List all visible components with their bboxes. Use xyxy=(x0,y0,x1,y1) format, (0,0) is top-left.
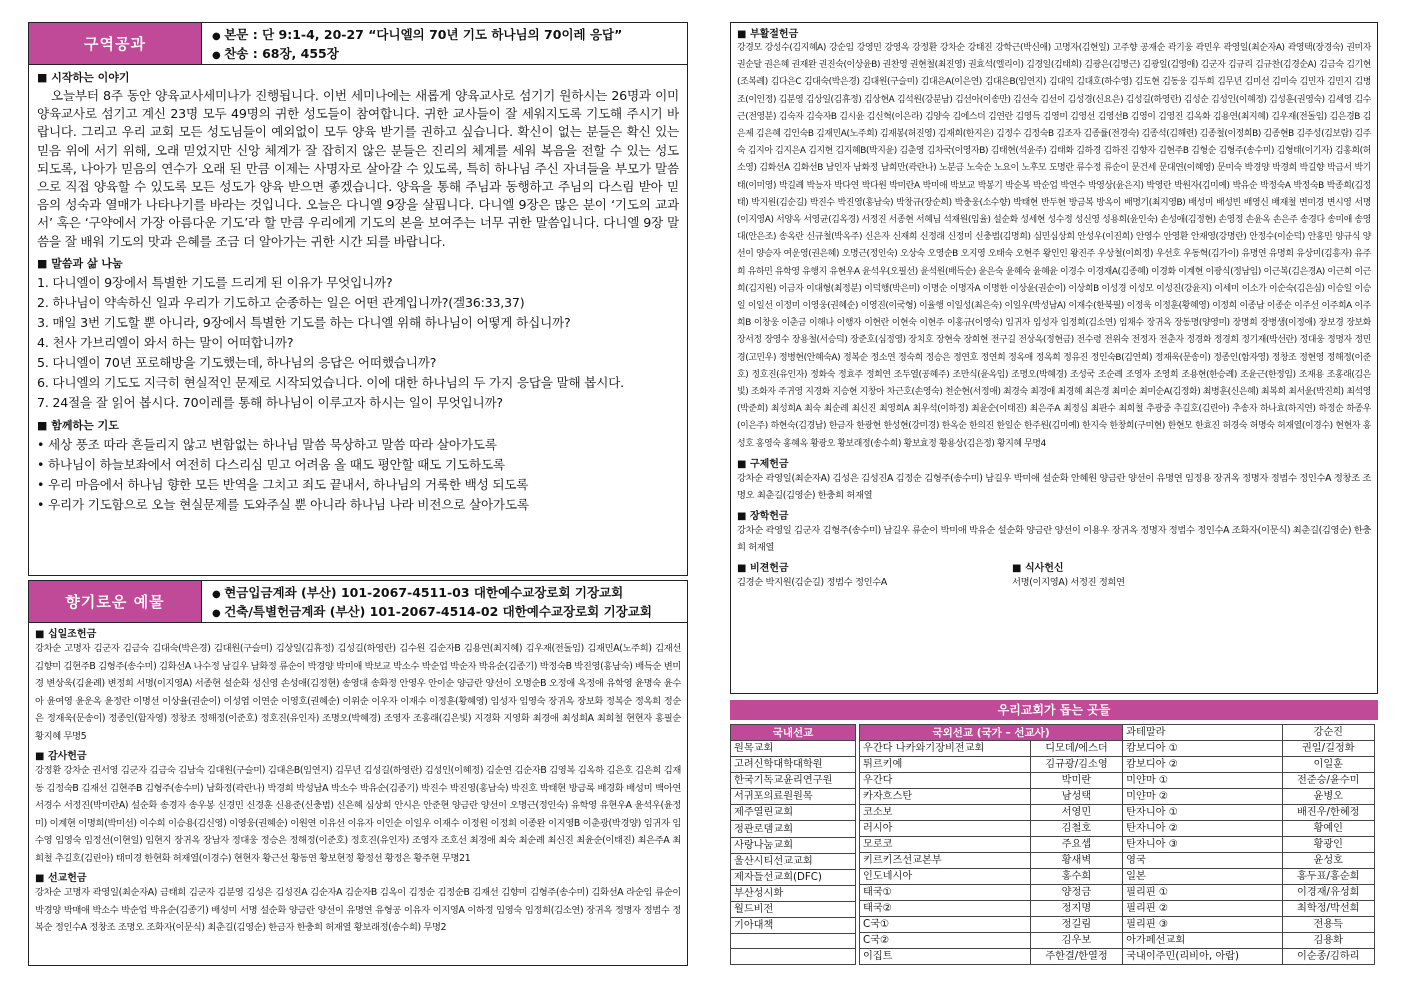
foreign-country-2: 탄자니아 ② xyxy=(1123,821,1282,837)
foreign-missionary: 남성택 xyxy=(1030,789,1122,805)
domestic-row xyxy=(731,805,856,821)
meal-heading: ■ 식사헌신 xyxy=(1012,559,1131,574)
domestic-row xyxy=(731,741,856,757)
foreign-country: 이집트 xyxy=(860,949,1031,965)
domestic-row xyxy=(731,773,856,789)
foreign-row xyxy=(860,917,1375,933)
prayer-item: • 하나님이 하늘보좌에서 여전히 다스리심 믿고 어려움 올 때도 평안할 때도 기도하도록 xyxy=(29,455,687,475)
domestic-row xyxy=(731,869,856,885)
domestic-row xyxy=(731,901,856,917)
domestic-empty xyxy=(731,949,856,965)
foreign-country: 키르키즈선교본부 xyxy=(860,853,1031,869)
foreign-country: 모로코 xyxy=(860,837,1031,853)
offering-title: 향기로운 예물 xyxy=(29,581,201,622)
support-section xyxy=(730,700,1378,965)
domestic-header: 국내선교 xyxy=(731,725,856,741)
foreign-row xyxy=(860,949,1375,965)
tithe-heading: ■ 십일조헌금 xyxy=(35,625,687,640)
foreign-row xyxy=(860,741,1375,757)
foreign-country: C국② xyxy=(860,933,1031,949)
lesson-hymn: ● 찬송 : 68장, 455장 xyxy=(212,45,677,64)
prayer-item: • 세상 풍조 따라 흔들리지 않고 변함없는 하나님 말씀 묵상하고 말씀 따라 살아가도록 xyxy=(29,435,687,455)
easter-heading: ■ 부활절헌금 xyxy=(737,25,1377,40)
foreign-missionary-2: 홍두표/홍순희 xyxy=(1282,869,1374,885)
foreign-row xyxy=(860,869,1375,885)
foreign-missionary: 정길림 xyxy=(1030,917,1122,933)
domestic-church: 울산시티선교교회 xyxy=(731,853,856,869)
domestic-church: 부산성시화 xyxy=(731,885,856,901)
foreign-missionary: 박미란 xyxy=(1030,773,1122,789)
lesson-title: 구역공과 xyxy=(29,23,201,64)
vision-heading: ■ 비젼헌금 xyxy=(737,559,1006,574)
easter-box xyxy=(730,22,1378,694)
prayer-list xyxy=(29,435,687,515)
question-item: 1. 다니엘이 9장에서 특별한 기도를 드리게 된 이유가 무엇입니까? xyxy=(37,274,393,290)
foreign-missionary: 디모데/에스더 xyxy=(1030,741,1122,757)
domestic-church: 월드비전 xyxy=(731,901,856,917)
foreign-missionary-2: 전준승/윤수미 xyxy=(1282,773,1374,789)
foreign-country: 인도네시아 xyxy=(860,869,1031,885)
foreign-country: 코소보 xyxy=(860,805,1031,821)
foreign-country: C국① xyxy=(860,917,1031,933)
foreign-missionary-2: 전용득 xyxy=(1282,917,1374,933)
foreign-row xyxy=(860,885,1375,901)
foreign-country-2: 필리핀 ② xyxy=(1123,901,1282,917)
intro-text: 오늘부터 8주 동안 양육교사세미나가 진행됩니다. 이번 세미나에는 새롭게 양육교사로 섬기기 원하시는 26명과 이미 양육교사로 섬기고 계신 23명 모두 49명의 귀한 성도들이 참여합니다. 귀한 교사들이 잘 세워지도록 기도해 주시기 바랍니다. 그리고 우리 교회 모든 성도님들이 예외없이 모두 양육 받기를 권하고 싶습니다. 확신이 없는 분들은 확신 있는 믿음 위에 서기 위해, 오래 믿었지만 신앙 체계가 잘 잡히지 않은 분들은 진리의 체계를 세워 복음을 전할 수 있는 성도 되도록, 나아가 믿음의 연수가 오래 된 만큼 이제는 사명자로 살아갈 수 있도록, 특히 하나님 주신 자녀들을 부모가 말씀으로 직접 양육할 수 있도록 모든 성도가 양육 받으면 좋겠습니다. 양육을 통해 주님과 동행하고 주님의 다스림 받아 믿음의 성숙과 열매가 나타나기를 바라는 것입니다. 오늘은 다니엘 9장을 살핍니다. 다니엘 9장은 많은 분이 ‘기도의 교과서’ 혹은 ‘구약에서 가장 아름다운 기도’라 할 만큼 우리에게 기도의 본을 보여주는 너무 귀한 말씀입니다. 다니엘 9장 말씀을 잘 배워 기도의 맛과 은혜를 조금 더 알아가는 귀한 시간 되를 바랍니다. xyxy=(37,88,679,249)
domestic-row xyxy=(731,821,856,837)
foreign-country: 우간다 xyxy=(860,773,1031,789)
prayer-heading: ■ 함께하는 기도 xyxy=(37,417,687,433)
domestic-row xyxy=(731,853,856,869)
offering-box xyxy=(28,580,688,966)
lesson-box xyxy=(28,22,688,576)
domestic-row xyxy=(731,837,856,853)
foreign-missionary: 정지명 xyxy=(1030,901,1122,917)
account-building: ● 건축/특별헌금계좌 (부산) 101-2067-4514-02 대한예수교장로회 기장교회 xyxy=(212,603,677,622)
meal-block xyxy=(1006,557,1131,592)
domestic-church: 제자들선교회(DFC) xyxy=(731,869,856,885)
right-column xyxy=(730,22,1378,965)
foreign-country-2: 필리핀 ① xyxy=(1123,885,1282,901)
foreign-missionary-2: 윤병오 xyxy=(1282,789,1374,805)
lesson-info xyxy=(201,23,687,64)
foreign-row xyxy=(860,757,1375,773)
foreign-missionary: 김철호 xyxy=(1030,821,1122,837)
vision-names: 김경순 박지원(김순길) 정범수 정인수A xyxy=(737,576,887,588)
foreign-missionary-2: 황광인 xyxy=(1282,837,1374,853)
foreign-col4-header: 강순진 xyxy=(1282,725,1374,741)
foreign-missionary: 황새벽 xyxy=(1030,853,1122,869)
domestic-church: 정관로뎀교회 xyxy=(731,821,856,837)
domestic-church: 제주열린교회 xyxy=(731,805,856,821)
domestic-church: 원목교회 xyxy=(731,741,856,757)
domestic-row xyxy=(731,949,856,965)
foreign-row xyxy=(860,853,1375,869)
foreign-missionary-2: 이순종/김하리 xyxy=(1282,949,1374,965)
foreign-country-2: 캄보디아 ① xyxy=(1123,741,1282,757)
easter-names: 강경모 강성수(김지혜A) 강순임 강영민 강영옥 강정환 강차순 강태진 강학근(박신애) 고명자(김현일) 고주향 공재순 곽기웅 곽민우 곽영일(최순자A) 곽영택(장경숙) 권미자 권순달 권은혜 권재완 권진숙(이상윤B) 권찬영 권현철(최진영) 권효석(엘리이) 김경일(김태희) 김광은(김명근) 김광일(김영애) 김군자 김규리 김규찬(김경순A) 김금숙 김기현(조복례) 김다은C 김대숙(박은경) 김대원(구슬미) 김대은A(이은연) 김대은B(임연지) 김대익 김대호(하수영) 김도현 김동웅 김두희 김무년 김미선 김미숙 김민자 김민지 김병조(이인정) 김분영 김상일(김휴정) 김상현A 김석원(강분남) 김선아(이송만) 김선숙 김선이 김성경(신요은) 김성길(하영란) 김성순 김성인(이혜정) 김성훈(권영숙) 김세영 김수근(전영분) 김숙자 김숙자B 김시윤 김신혁(이은라) 김양숙 김에스더 김연란 김영득 김영미 김영선 김영선B 김영이 김영진 김옥화 김용연(최지혜) 김우재(전돌임) 김은경B 김은제 김은혜 김인숙B 김재민A(노주희) 김재봉(허진영) 김재희(한지은) 김정수 김정숙B 김조자 김종률(전경숙) 김종석(김해련) 김종철(이정희B) 김종현B 김주성(김보람) 김주숙 김지아 김지은A 김지현 김지혜B(박지윤) 김춘영 김차국(이영자B) 김태현(석윤주) 김태화 김하경 김하진 김향자 김현주B 김형순 김형주(송수미) 김형태(이기자) 김홍희(허소영) 김화선A 김화선B 남인자 남화정 남희만(곽란나) 노분금 노숙순 노요이 노후모 도명란 류수정 류순이 문건세 문대연(이혜영) 문미숙 박경양 박경희 박길향 박금서 박기태(이미영) 박길례 박능자 박다연 박다원 박미란A 박미애 박보교 박봉기 박순복 박순업 박연수 박영상(윤은지) 박영란 박원자(김미예) 박유순 박정숙A 박정숙B 박종희(김정태) 박지원(김순길) 박진수 박진영(홍남숙) 박창규(장순희) 박충웅(소수향) 박태현 반두현 방금복 방옥이 배명기(최지영B) 배성미 배성빈 배영신 배재철 변미경 변시영 서명(이지영A) 서양옥 서영균(김옥경) 서정진 서종현 서혜님 석재원(임율) 설순화 성세현 성수정 성신영 성용희(윤인숙) 손성애(김정현) 손영정 손윤옥 손은주 송경다 송미애 송영대(안은조) 송옥란 신규철(박옥주) 신은자 신재희 신정래 신정미 신충범(김명희) 심민심상희 안성우(이진희) 안영수 안영환 안재영(강명란) 안정수(이순덕) 안홍민 양규식 양선이 양승자 여운영(권은혜) 오명근(정인숙) 오상숙 오영순B 오지영 오태숙 오현주 왕인인 왕진주 우상철(이희정) 우선호 우동혁(김가이) 유명연 유명희 유상미(김흥자) 유주희 유하민 유학영 유행지 유현우A 윤석우(오필선) 윤석원(배득순) 윤은숙 윤혜숙 윤혜윤 이경수 이경재A(김종혜) 이경화 이계현 이광식(정남임) 이근복(김은경A) 이근희 이근희(김지원) 이금자 이대형(최정분) 이덕행(박은미) 이명순 이명자A 이명한 이상윤(권순이) 이상희B 이성경 이성모 이성진(강윤지) 이세미 이소가 이순숙(김은심) 이승일 이승일 이일선 이정미 이영웅(권혜순) 이영진(이국형) 이율행 이일성(최은숙) 이일우(박성남A) 이재수(한북필) 이정욱 이정훈(황혜영) 이정희 이종남 이종순 이주선 이주희A 이주희B 이창웅 이춘금 이해나 이행자 이현란 이현숙 이현주 이홍규(이영숙) 임귀자 임성자 임정희(김소연) 임채수 장귀옥 장동명(양영미) 장명희 장병생(이정애) 장보경 장보화 장서정 장영수 장용철(서승덕) 장준호(심정영) 장치호 장현숙 장희현 전구길 전상옥(정현금) 전수령 전위숙 전정자 전춘자 정경화 정경희 정기재(박선란) 정대웅 정명자 정민경(고민우) 정병현(안혜숙A) 정복순 정소연 정숙희 정승은 정연호 정연희 정옥애 정옥희 정유진 정인숙B(김연희) 정재욱(문송이) 정종인(함자영) 정창조 정현영 정해정(이준호) 정호진(유인자) 정화숙 정효주 정희연 조두열(공혜주) 조만식(윤옥임) 조명오(박혜경) 조성국 조순례 조영자 조영희 조용현(한승례) 조윤근(한정임) 조재용 조홍래(김은빛) 조화자 주귀영 지경화 지승현 지창아 차근호(손영숙) 천순현(서정애) 최경숙 최경애 최경혜 최은경 최미순 최미순A(김정화) 최병훈(신은혜) 최복희 최서윤(박진희) 최석영(박준희) 최성희A 최숙 최순례 최신진 최영희A 최우석(이하정) 최윤순(이태진) 최은주A 최정심 최판수 최희철 추광중 추길호(김린아) 추송자 하나효(하지연) 하정순 하종우(이은주) 하현숙(김경남) 한금자 한광현 한성현(강미경) 한옥순 한의진 한일순 한주원(김미예) 한지숙 한창희(구미현) 한현모 한효진 허경숙 허명숙 허재열(이경수) 현현자 홍성호 홍영숙 홍혜옥 황광오 황보래정(송수희) 황보효정 황용상(김은정) 황지혜 무명4 xyxy=(737,43,1371,449)
question-item: 4. 천사 가브리엘이 와서 하는 말이 어떠합니까? xyxy=(37,334,294,350)
foreign-country-2: 탄자니아 ③ xyxy=(1123,837,1282,853)
prayer-item: • 우리 마음에서 하나님 향한 모든 반역을 그치고 죄도 끝내서, 하나님의 거룩한 백성 되도록 xyxy=(29,475,687,495)
foreign-country-2: 미얀마 ② xyxy=(1123,789,1282,805)
domestic-row xyxy=(731,757,856,773)
mission-names: 강차순 고명자 곽영일(최순자A) 금태희 김군자 김분영 김성은 김성진A 김순자A 김순자B 김옥이 김정순 김정순B 김재선 김향미 김형주(송수미) 김화선A 라순임 류순이 박경양 박매애 박소수 박순업 박유순(김종기) 배성미 서명 설순화 양금란 양선이 유명연 유형공 이유자 이지영A 이하정 임영숙 임정희(김소연) 장귀옥 정명자 정범수 정복순 정인수A 정창조 조명오 조화자(이문식) 최춘길(김영순) 한금자 한충희 허재열 황보래정(송수희) 무명2 xyxy=(35,887,681,933)
question-item: 5. 다니엘이 70년 포로해방을 기도했는데, 하나님의 응답은 어떠했습니까? xyxy=(37,354,437,370)
foreign-missionary-2: 이일훈 xyxy=(1282,757,1374,773)
questions-heading: ■ 말씀과 삶 나눔 xyxy=(37,255,687,271)
domestic-church: 기아대책 xyxy=(731,917,856,933)
domestic-church: 한국기독교윤리연구원 xyxy=(731,773,856,789)
foreign-country-2: 탄자니아 ① xyxy=(1123,805,1282,821)
foreign-country-2: 아가페선교회 xyxy=(1123,933,1282,949)
foreign-row xyxy=(860,805,1375,821)
scholarship-names: 강차순 곽영일 김군자 김형주(송수미) 남길우 류순이 박미애 박유순 설순화 양금란 양선이 이용우 장귀옥 정명자 정범수 정인수A 조화자(이문식) 최춘길(김영순) 한충희 허재열 xyxy=(737,524,1371,554)
prayer-item: • 우리가 기도함으로 오늘 현실문제를 도와주실 뿐 아니라 하나님 나라 비전으로 살아가도록 xyxy=(29,495,687,515)
domestic-empty xyxy=(731,934,856,949)
domestic-church: 고려신학대학대학원 xyxy=(731,757,856,773)
foreign-header: 국외선교 (국가 – 선교사) xyxy=(860,725,1123,741)
thanks-heading: ■ 감사헌금 xyxy=(35,747,687,762)
scholarship-heading: ■ 장학헌금 xyxy=(737,507,1377,522)
foreign-missionary: 양정금 xyxy=(1030,885,1122,901)
foreign-country-2: 영국 xyxy=(1123,853,1282,869)
domestic-table xyxy=(730,724,856,965)
foreign-row xyxy=(860,901,1375,917)
support-tables xyxy=(730,724,1378,965)
account-general: ● 현금입금계좌 (부산) 101-2067-4511-03 대한예수교장로회 기장교회 xyxy=(212,584,677,603)
foreign-missionary: 김규광/김소영 xyxy=(1030,757,1122,773)
support-title: 우리교회가 돕는 곳들 xyxy=(730,700,1378,720)
foreign-country: 카자흐스탄 xyxy=(860,789,1031,805)
foreign-row xyxy=(860,933,1375,949)
foreign-missionary-2: 김용화 xyxy=(1282,933,1374,949)
foreign-row xyxy=(860,837,1375,853)
question-item: 3. 매일 3번 기도할 뿐 아니라, 9장에서 특별한 기도를 하는 다니엘 위해 하나님이 어떻게 하십니까? xyxy=(37,314,571,330)
questions-list xyxy=(29,273,687,413)
foreign-country-2: 미얀마 ① xyxy=(1123,773,1282,789)
domestic-row xyxy=(731,917,856,933)
foreign-missionary-2: 최학정/박선희 xyxy=(1282,901,1374,917)
foreign-missionary: 김우보 xyxy=(1030,933,1122,949)
intro-heading: ■ 시작하는 이야기 xyxy=(37,69,687,85)
offering-accounts xyxy=(201,581,687,622)
foreign-missionary: 서영민 xyxy=(1030,805,1122,821)
foreign-table xyxy=(859,724,1375,965)
question-item: 7. 24절을 잘 읽어 봅시다. 70이레를 통해 하나님이 이루고자 하시는 일이 무엇입니까? xyxy=(37,394,503,410)
relief-heading: ■ 구제헌금 xyxy=(737,455,1377,470)
question-item: 6. 다니엘의 기도도 지극히 현실적인 문제로 시작되었습니다. 이에 대한 하나님의 두 가지 응답을 말해 봅시다. xyxy=(37,374,624,390)
foreign-missionary-2: 권일/길정화 xyxy=(1282,741,1374,757)
foreign-country-2: 필리핀 ③ xyxy=(1123,917,1282,933)
foreign-country: 러시아 xyxy=(860,821,1031,837)
vision-block xyxy=(731,557,1006,592)
domestic-row xyxy=(731,885,856,901)
lesson-scripture: ● 본문 : 단 9:1-4, 20-27 “다니엘의 70년 기도 하나님의 70이레 응답” xyxy=(212,26,677,45)
foreign-col3-header: 과테말라 xyxy=(1123,725,1282,741)
foreign-row xyxy=(860,773,1375,789)
foreign-missionary-2: 황예인 xyxy=(1282,821,1374,837)
small-offerings-row xyxy=(731,557,1377,592)
mission-heading: ■ 선교헌금 xyxy=(35,869,687,884)
domestic-church: 서귀포의료원원목 xyxy=(731,789,856,805)
foreign-country: 튀르키예 xyxy=(860,757,1031,773)
foreign-country: 태국① xyxy=(860,885,1031,901)
relief-names: 강차순 곽영일(최순자A) 김성은 김성진A 김정순 김형주(송수미) 남길우 박미애 설순화 안혜원 양금란 양선이 유명연 임정용 장귀옥 정명자 정범수 정인수A 정창조 조명오 최춘길(김영순) 한충희 허재열 xyxy=(737,472,1371,502)
domestic-church: 사랑나눔교회 xyxy=(731,837,856,853)
foreign-row xyxy=(860,821,1375,837)
foreign-missionary-2: 배진우/한혜정 xyxy=(1282,805,1374,821)
foreign-missionary: 주요셉 xyxy=(1030,837,1122,853)
left-column xyxy=(28,22,688,966)
meal-names: 서명(이지영A) 서정진 정희연 xyxy=(1012,576,1125,588)
lesson-header xyxy=(29,23,687,65)
foreign-missionary-2: 윤성호 xyxy=(1282,853,1374,869)
thanks-names: 강정환 강차순 권서영 김군자 김금숙 김남숙 김대원(구슬미) 김대은B(임연지) 김무년 김성길(하영란) 김성인(이혜정) 김순연 김순자B 김영복 김옥하 김은호 김은희 김재동 김정숙B 김재선 김현주B 김형주(송수미) 남화정(곽란나) 박경희 박성남A 박소수 박유순(김종기) 박진수 박진영(홍남숙) 박진호 박태현 방금록 배경화 배성미 백아연 서경수 서정진(박미란A) 설순화 송경자 송우봉 신경민 신경훈 신용준(신충범) 신은혜 심상희 안시은 안준현 양금란 양선이 오명근(정인숙) 유학영 유현우A 윤석우(윤정미) 이계현 이명희(박미선) 이수희 이승용(김신영) 이영웅(권혜순) 이원연 이유선 이유자 이인순 이일우 이재수 이정원 이정희 이종완 이지영B 이춘광(박경양) 임귀자 임수영 임영숙 임정선(이현일) 임현지 장귀옥 장남자 정대웅 정승은 정해정(이준호) 정호진(유인자) 조영자 조호선 최경애 최숙 최순례 최신진 최윤순(이태진) 최은주A 최희철 추길호(김린아) 태미경 한현화 허재열(이경수) 현현자 황근선 황동연 황보현정 황정선 황정은 황주현 무명21 xyxy=(35,765,681,864)
question-item: 2. 하나님이 약속하신 일과 우리가 기도하고 순종하는 일은 어떤 관계입니까?(겔36:33,37) xyxy=(37,294,525,310)
domestic-row xyxy=(731,934,856,949)
foreign-country: 태국② xyxy=(860,901,1031,917)
domestic-row xyxy=(731,789,856,805)
foreign-row xyxy=(860,789,1375,805)
foreign-country: 우간다 나카와기장비전교회 xyxy=(860,741,1031,757)
foreign-country-2: 일본 xyxy=(1123,869,1282,885)
foreign-missionary: 홍수희 xyxy=(1030,869,1122,885)
foreign-country-2: 국내이주민(리비아, 아랍) xyxy=(1123,949,1282,965)
foreign-missionary-2: 이경재/유성희 xyxy=(1282,885,1374,901)
foreign-country-2: 캄보디아 ② xyxy=(1123,757,1282,773)
offering-header xyxy=(29,581,687,623)
foreign-missionary: 주한결/한열정 xyxy=(1030,949,1122,965)
tithe-names: 강차순 고명자 김군자 김금숙 김대숙(박은경) 김대원(구슬미) 김상일(김휴정) 김성길(하영란) 김수원 김순자B 김용연(최지혜) 김우재(전돌임) 김재민A(노주희) 김재선 김향미 김현주B 김형주(송수미) 김화선A 나수정 남길우 남화정 류순이 박경양 박미애 박보교 박소수 박순업 박순자 박유순(김종기) 박정숙B 박진영(홍남숙) 배득순 변미경 변상욱(김윤례) 변정희 서명(이지영A) 서종현 설순화 성신영 손성애(김정현) 송영대 송화정 안영우 안이순 양금란 양선이 오명순B 오정애 옥정애 유학영 윤명숙 윤수아 윤여영 윤운옥 윤정란 이명선 이상율(권순이) 이성엽 이연순 이영호(권혜순) 이위순 이우자 이재수 이정훈(황혜영) 임성자 임영숙 장귀옥 장보화 정복순 정옥희 정순은 정재욱(문송이) 정종인(함자영) 정창조 정해정(이준호) 정호진(유인자) 조명오(박혜경) 조영자 조홍래(김은빛) 지경화 지영화 최경애 최성희A 최희철 현현자 홍필순 황지혜 무명5 xyxy=(35,643,681,742)
